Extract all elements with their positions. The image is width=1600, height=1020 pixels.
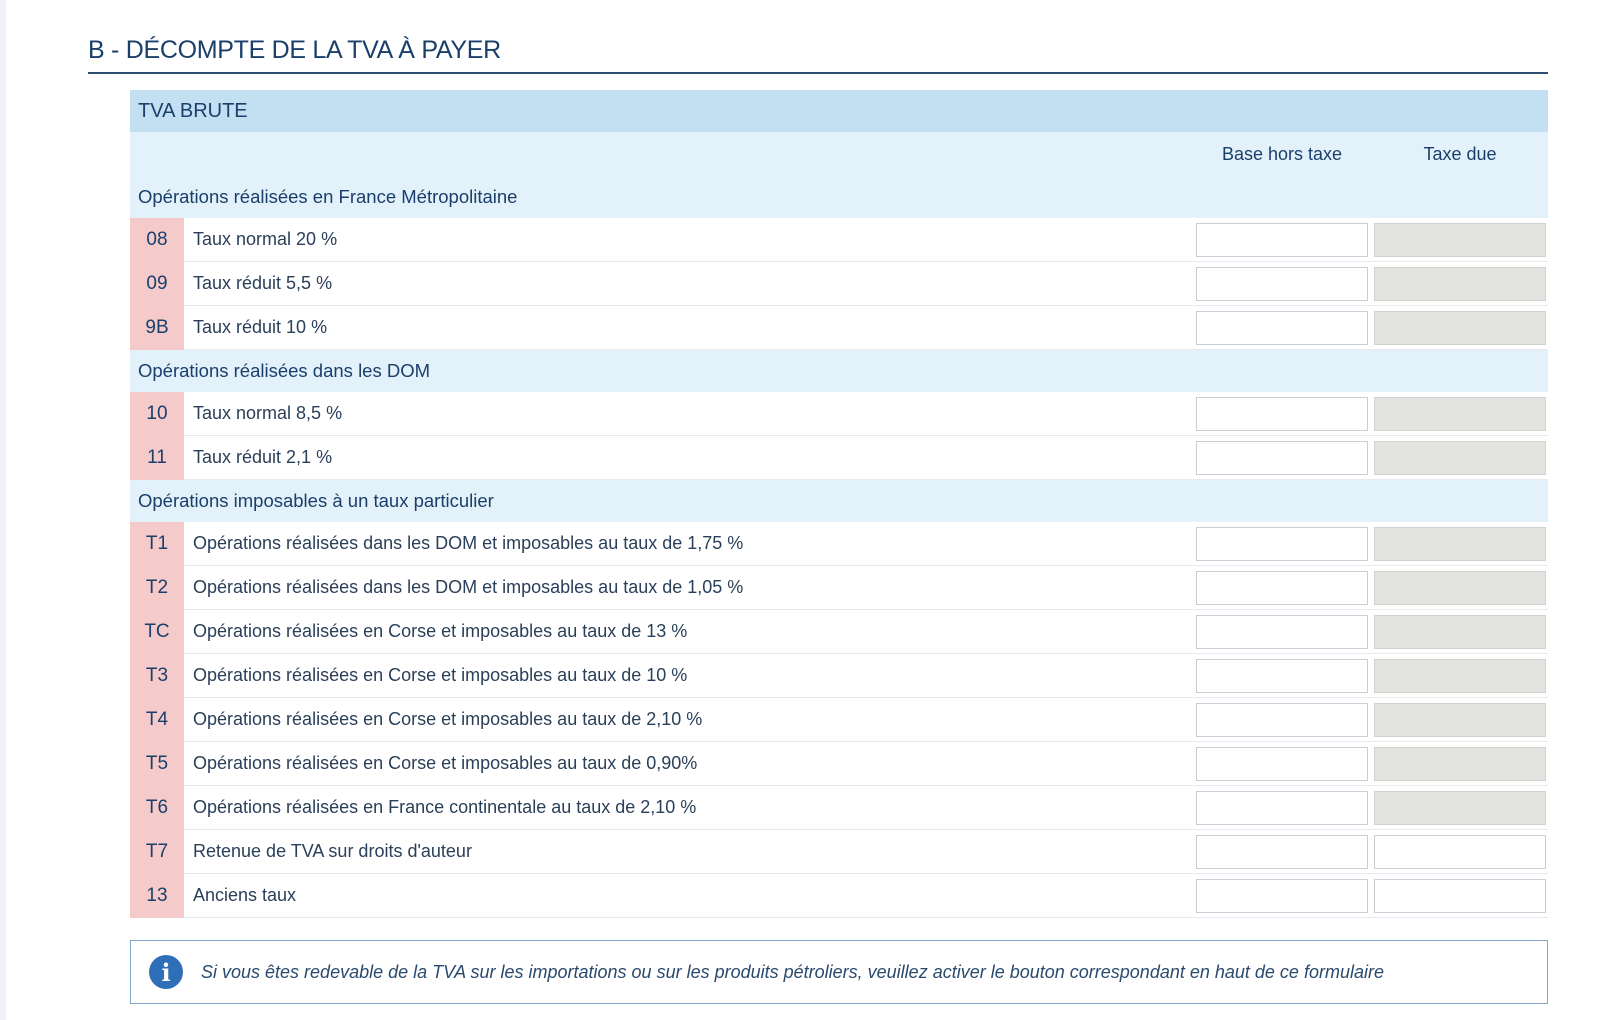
table-row <box>130 610 1548 654</box>
line-code: TC <box>130 610 184 654</box>
line-code: 11 <box>130 436 184 480</box>
taxe-due-input <box>1374 223 1546 257</box>
table-row <box>130 436 1548 480</box>
taxe-due-input[interactable] <box>1374 835 1546 869</box>
line-label: Taux réduit 10 % <box>193 317 328 337</box>
page-left-edge <box>0 0 6 1020</box>
column-header-base: Base hors taxe <box>1221 144 1343 164</box>
base-hors-taxe-input[interactable] <box>1196 615 1368 649</box>
line-code: 13 <box>130 874 184 918</box>
line-code: 9B <box>130 306 184 350</box>
line-code: T2 <box>130 566 184 610</box>
taxe-due-input <box>1374 747 1546 781</box>
table-row <box>130 654 1548 698</box>
line-label: Anciens taux <box>193 885 297 905</box>
table-row <box>130 742 1548 786</box>
line-code: T1 <box>130 522 184 566</box>
line-code: T5 <box>130 742 184 786</box>
group-title: Opérations imposables à un taux particulier <box>138 490 494 511</box>
taxe-due-input <box>1374 659 1546 693</box>
line-code: T7 <box>130 830 184 874</box>
column-headers <box>130 132 1548 176</box>
info-icon: i <box>149 955 183 989</box>
base-hors-taxe-input[interactable] <box>1196 441 1368 475</box>
taxe-due-input <box>1374 311 1546 345</box>
table-row <box>130 786 1548 830</box>
line-label: Taux réduit 2,1 % <box>193 447 333 467</box>
line-label: Opérations réalisées en Corse et imposables au taux de 10 % <box>193 665 688 685</box>
table-row <box>130 566 1548 610</box>
line-code: 10 <box>130 392 184 436</box>
line-code: T4 <box>130 698 184 742</box>
taxe-due-input <box>1374 615 1546 649</box>
line-label: Opérations réalisées dans les DOM et imposables au taux de 1,05 % <box>193 577 744 597</box>
info-notice <box>130 940 1548 1004</box>
base-hors-taxe-input[interactable] <box>1196 223 1368 257</box>
table-row <box>130 874 1548 918</box>
base-hors-taxe-input[interactable] <box>1196 311 1368 345</box>
line-code: T3 <box>130 654 184 698</box>
line-code: 08 <box>130 218 184 262</box>
line-label: Taux normal 20 % <box>193 229 338 249</box>
base-hors-taxe-input[interactable] <box>1196 703 1368 737</box>
group-header <box>130 176 1548 218</box>
block-header <box>130 90 1548 132</box>
table-row <box>130 218 1548 262</box>
line-label: Opérations réalisées en Corse et imposables au taux de 0,90% <box>193 753 698 773</box>
table-row <box>130 830 1548 874</box>
line-code: T6 <box>130 786 184 830</box>
section-title-rule <box>88 72 1548 74</box>
group-title: Opérations réalisées dans les DOM <box>138 360 431 381</box>
group-header <box>130 350 1548 392</box>
base-hors-taxe-input[interactable] <box>1196 397 1368 431</box>
base-hors-taxe-input[interactable] <box>1196 835 1368 869</box>
taxe-due-input <box>1374 267 1546 301</box>
block-header-label: TVA BRUTE <box>138 99 248 122</box>
taxe-due-input <box>1374 441 1546 475</box>
table-row <box>130 698 1548 742</box>
group-header <box>130 480 1548 522</box>
line-label: Taux réduit 5,5 % <box>193 273 333 293</box>
column-header-taxe: Taxe due <box>1423 144 1497 164</box>
tva-brute-block <box>130 90 1548 918</box>
base-hors-taxe-input[interactable] <box>1196 747 1368 781</box>
taxe-due-input <box>1374 397 1546 431</box>
base-hors-taxe-input[interactable] <box>1196 571 1368 605</box>
taxe-due-input <box>1374 703 1546 737</box>
base-hors-taxe-input[interactable] <box>1196 791 1368 825</box>
taxe-due-input[interactable] <box>1374 879 1546 913</box>
line-label: Retenue de TVA sur droits d'auteur <box>193 841 472 861</box>
table-row <box>130 262 1548 306</box>
table-row <box>130 392 1548 436</box>
section-title: B - DÉCOMPTE DE LA TVA À PAYER <box>88 36 501 64</box>
line-label: Opérations réalisées dans les DOM et imposables au taux de 1,75 % <box>193 533 744 553</box>
taxe-due-input <box>1374 791 1546 825</box>
info-text: Si vous êtes redevable de la TVA sur les importations ou sur les produits pétroliers, veuillez activer le bouton correspondant en haut de ce formulaire <box>201 961 1384 982</box>
base-hors-taxe-input[interactable] <box>1196 659 1368 693</box>
line-label: Taux normal 8,5 % <box>193 403 343 423</box>
line-label: Opérations réalisées en Corse et imposables au taux de 13 % <box>193 621 688 641</box>
base-hors-taxe-input[interactable] <box>1196 879 1368 913</box>
groups-container <box>130 176 1548 918</box>
base-hors-taxe-input[interactable] <box>1196 267 1368 301</box>
line-label: Opérations réalisées en France continentale au taux de 2,10 % <box>193 797 697 817</box>
group-title: Opérations réalisées en France Métropolitaine <box>138 186 518 207</box>
taxe-due-input <box>1374 571 1546 605</box>
line-label: Opérations réalisées en Corse et imposables au taux de 2,10 % <box>193 709 703 729</box>
base-hors-taxe-input[interactable] <box>1196 527 1368 561</box>
table-row <box>130 522 1548 566</box>
taxe-due-input <box>1374 527 1546 561</box>
line-code: 09 <box>130 262 184 306</box>
table-row <box>130 306 1548 350</box>
